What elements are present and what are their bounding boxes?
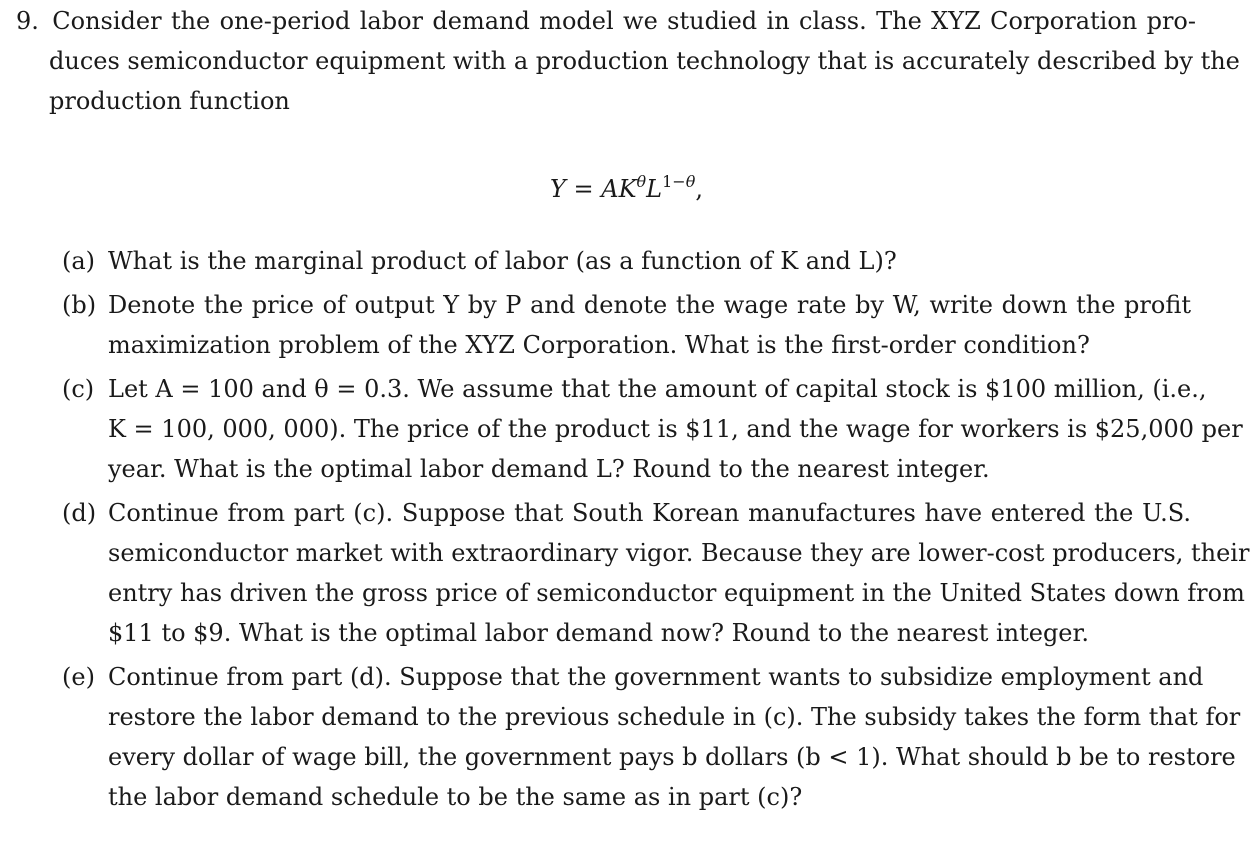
part-e xyxy=(0,657,1253,817)
part-b-line-2: maximization problem of the XYZ Corporation. What is the first-order condition? xyxy=(108,331,1090,359)
part-d-line-4: $11 to $9. What is the optimal labor demand now? Round to the nearest integer. xyxy=(108,619,1089,647)
part-label-b: (b) xyxy=(62,291,97,319)
production-function-equation: $Y = AK^\theta L^{1-\theta}$, xyxy=(550,172,703,203)
intro-line-3: production function xyxy=(49,87,290,115)
question-parts xyxy=(0,241,1253,821)
part-e-line-1: Continue from part (d). Suppose that the government wants to subsidize employment and xyxy=(108,663,1204,691)
intro-line-2: duces semiconductor equipment with a production technology that is accurately described by the xyxy=(49,47,1240,75)
part-c xyxy=(0,369,1253,489)
part-e-line-4: the labor demand schedule to be the same as in part (c)? xyxy=(108,783,803,811)
part-label-e: (e) xyxy=(62,663,95,691)
part-b xyxy=(0,285,1253,365)
part-label-d: (d) xyxy=(62,499,97,527)
part-b-text xyxy=(108,285,1191,365)
part-a-line-1: What is the marginal product of labor (as a function of K and L)? xyxy=(108,247,897,275)
part-e-line-2: restore the labor demand to the previous schedule in (c). The subsidy takes the form that for xyxy=(108,703,1241,731)
part-e-text xyxy=(108,657,1241,817)
part-d xyxy=(0,493,1253,653)
problem-intro xyxy=(16,1,1240,121)
part-c-line-3: year. What is the optimal labor demand L? Round to the nearest integer. xyxy=(108,455,990,483)
part-a-text xyxy=(108,241,1191,281)
part-a xyxy=(0,241,1253,281)
part-c-line-2: K = 100, 000, 000). The price of the product is $11, and the wage for workers is $25,000 per xyxy=(108,415,1243,443)
part-label-c: (c) xyxy=(62,375,95,403)
intro-text-1: Consider the one-period labor demand model we studied in class. The XYZ Corporation pro- xyxy=(52,7,1196,35)
part-d-line-2: semiconductor market with extraordinary vigor. Because they are lower-cost producers, their xyxy=(108,539,1250,567)
part-d-line-3: entry has driven the gross price of semiconductor equipment in the United States down from xyxy=(108,579,1245,607)
part-d-text xyxy=(108,493,1250,653)
part-d-line-1: Continue from part (c). Suppose that South Korean manufactures have entered the U.S. xyxy=(108,499,1191,527)
part-c-line-1: Let A = 100 and θ = 0.3. We assume that the amount of capital stock is $100 million, (i.e., xyxy=(108,375,1207,403)
part-b-line-1: Denote the price of output Y by P and denote the wage rate by W, write down the profit xyxy=(108,291,1191,319)
part-label-a: (a) xyxy=(62,247,96,275)
part-e-line-3: every dollar of wage bill, the government pays b dollars (b < 1). What should b be to restore xyxy=(108,743,1236,771)
intro-line-1 xyxy=(16,1,1196,41)
part-c-text xyxy=(108,369,1243,489)
problem-number: 9. xyxy=(16,7,39,35)
